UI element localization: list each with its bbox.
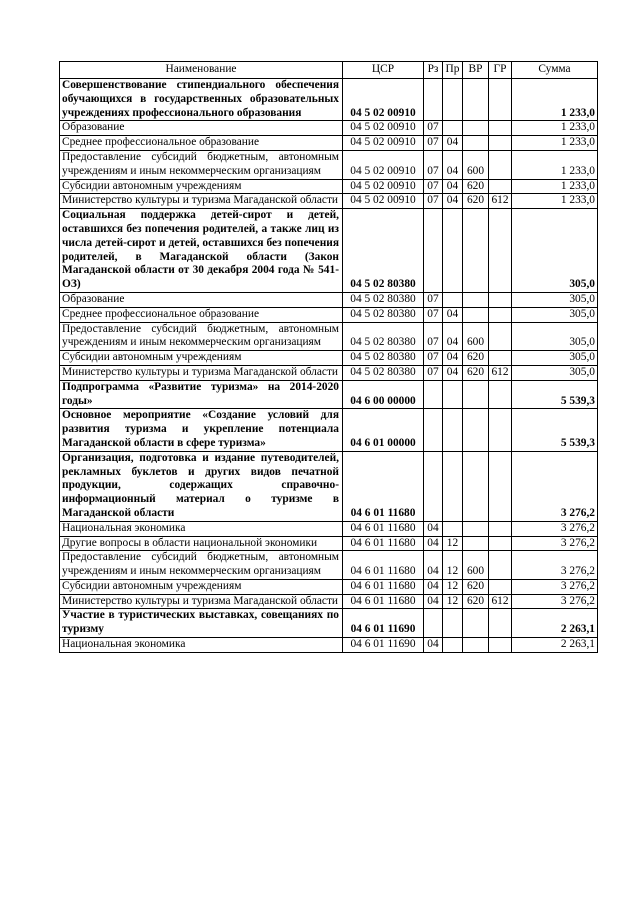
cell-pr: 04 <box>443 179 463 194</box>
cell-rz <box>424 409 443 451</box>
cell-pr <box>443 638 463 653</box>
cell-gr <box>489 551 512 580</box>
table-row <box>60 292 598 307</box>
cell-sum: 1 233,0 <box>512 121 598 136</box>
cell-gr <box>489 209 512 293</box>
header-name: Наименование <box>60 62 343 79</box>
cell-pr: 04 <box>443 136 463 151</box>
table-row <box>60 451 598 521</box>
cell-rz: 04 <box>424 521 443 536</box>
cell-sum: 3 276,2 <box>512 594 598 609</box>
cell-pr <box>443 209 463 293</box>
table-row <box>60 307 598 322</box>
cell-csr: 04 6 01 00000 <box>343 409 424 451</box>
cell-rz: 07 <box>424 307 443 322</box>
cell-name: Образование <box>60 292 343 307</box>
table-row <box>60 594 598 609</box>
cell-pr <box>443 79 463 121</box>
cell-name: Образование <box>60 121 343 136</box>
cell-csr: 04 5 02 00910 <box>343 79 424 121</box>
cell-rz: 04 <box>424 579 443 594</box>
cell-name: Подпрограмма «Развитие туризма» на 2014-2020 годы» <box>60 380 343 409</box>
cell-gr <box>489 521 512 536</box>
cell-csr: 04 6 01 11680 <box>343 551 424 580</box>
cell-rz: 04 <box>424 536 443 551</box>
table-row <box>60 150 598 179</box>
cell-sum: 2 263,1 <box>512 638 598 653</box>
table-row <box>60 551 598 580</box>
cell-vr: 620 <box>463 594 489 609</box>
cell-gr <box>489 351 512 366</box>
table-row <box>60 638 598 653</box>
header-gr: ГР <box>489 62 512 79</box>
cell-sum: 5 539,3 <box>512 380 598 409</box>
cell-rz: 07 <box>424 136 443 151</box>
cell-rz: 04 <box>424 551 443 580</box>
cell-pr: 04 <box>443 150 463 179</box>
cell-sum: 1 233,0 <box>512 150 598 179</box>
cell-sum: 5 539,3 <box>512 409 598 451</box>
cell-name: Министерство культуры и туризма Магаданской области <box>60 594 343 609</box>
table-row <box>60 521 598 536</box>
cell-gr: 612 <box>489 194 512 209</box>
header-csr: ЦСР <box>343 62 424 79</box>
cell-rz: 07 <box>424 179 443 194</box>
cell-gr <box>489 380 512 409</box>
cell-vr <box>463 380 489 409</box>
cell-gr <box>489 579 512 594</box>
table-row <box>60 209 598 293</box>
cell-gr <box>489 292 512 307</box>
cell-rz <box>424 380 443 409</box>
cell-vr <box>463 536 489 551</box>
cell-rz <box>424 451 443 521</box>
cell-vr: 600 <box>463 322 489 351</box>
cell-name: Основное мероприятие «Создание условий для развития туризма и укрепление потенциала Магаданской области в сфере туризма» <box>60 409 343 451</box>
cell-name: Национальная экономика <box>60 638 343 653</box>
cell-sum: 3 276,2 <box>512 536 598 551</box>
cell-pr: 12 <box>443 594 463 609</box>
cell-name: Социальная поддержка детей-сирот и детей, оставшихся без попечения родителей, а также лиц из числа детей-сирот и детей, оставшихся без попечения родителей, в Магаданской области (Закон Магаданской области от 30 декабря 2004 года № 541-ОЗ) <box>60 209 343 293</box>
cell-pr <box>443 609 463 638</box>
cell-csr: 04 6 01 11680 <box>343 594 424 609</box>
cell-vr <box>463 79 489 121</box>
cell-rz <box>424 609 443 638</box>
table-row <box>60 322 598 351</box>
cell-sum: 3 276,2 <box>512 521 598 536</box>
table-row <box>60 136 598 151</box>
table-row <box>60 409 598 451</box>
cell-sum: 1 233,0 <box>512 79 598 121</box>
cell-vr: 620 <box>463 351 489 366</box>
budget-table <box>59 61 598 653</box>
cell-rz: 07 <box>424 292 443 307</box>
table-header-row <box>60 62 598 79</box>
cell-vr: 600 <box>463 551 489 580</box>
cell-rz: 04 <box>424 638 443 653</box>
cell-vr <box>463 409 489 451</box>
cell-sum: 1 233,0 <box>512 136 598 151</box>
cell-name: Национальная экономика <box>60 521 343 536</box>
cell-pr <box>443 380 463 409</box>
cell-csr: 04 5 02 00910 <box>343 179 424 194</box>
cell-pr: 12 <box>443 536 463 551</box>
cell-gr <box>489 322 512 351</box>
cell-gr <box>489 536 512 551</box>
cell-name: Субсидии автономным учреждениям <box>60 351 343 366</box>
cell-csr: 04 6 01 11690 <box>343 638 424 653</box>
cell-vr <box>463 609 489 638</box>
cell-rz <box>424 209 443 293</box>
cell-gr <box>489 136 512 151</box>
cell-name: Организация, подготовка и издание путеводителей, рекламных буклетов и других видов печатной продукции, содержащих справочно-информационный материал о туризме в Магаданской области <box>60 451 343 521</box>
cell-sum: 305,0 <box>512 292 598 307</box>
cell-sum: 2 263,1 <box>512 609 598 638</box>
cell-gr: 612 <box>489 594 512 609</box>
cell-sum: 305,0 <box>512 351 598 366</box>
cell-pr: 04 <box>443 307 463 322</box>
table-row <box>60 351 598 366</box>
cell-name: Среднее профессиональное образование <box>60 307 343 322</box>
cell-pr <box>443 409 463 451</box>
cell-pr <box>443 451 463 521</box>
table-row <box>60 579 598 594</box>
cell-sum: 1 233,0 <box>512 179 598 194</box>
cell-vr: 620 <box>463 579 489 594</box>
cell-name: Субсидии автономным учреждениям <box>60 579 343 594</box>
cell-pr: 12 <box>443 579 463 594</box>
cell-name: Среднее профессиональное образование <box>60 136 343 151</box>
cell-csr: 04 5 02 80380 <box>343 292 424 307</box>
cell-name: Другие вопросы в области национальной экономики <box>60 536 343 551</box>
cell-gr <box>489 609 512 638</box>
cell-rz: 07 <box>424 322 443 351</box>
table-row <box>60 79 598 121</box>
cell-csr: 04 6 01 11690 <box>343 609 424 638</box>
cell-pr <box>443 521 463 536</box>
cell-csr: 04 6 01 11680 <box>343 521 424 536</box>
cell-rz: 07 <box>424 351 443 366</box>
cell-name: Участие в туристических выставках, совещаниях по туризму <box>60 609 343 638</box>
cell-vr <box>463 136 489 151</box>
table-row <box>60 380 598 409</box>
cell-sum: 305,0 <box>512 209 598 293</box>
cell-pr: 04 <box>443 194 463 209</box>
cell-csr: 04 5 02 80380 <box>343 209 424 293</box>
header-vr: ВР <box>463 62 489 79</box>
cell-pr: 12 <box>443 551 463 580</box>
table-row <box>60 194 598 209</box>
cell-rz <box>424 79 443 121</box>
cell-vr: 600 <box>463 150 489 179</box>
header-rz: Рз <box>424 62 443 79</box>
cell-name: Совершенствование стипендиального обеспечения обучающихся в государственных образовательных учреждениях профессионального образования <box>60 79 343 121</box>
cell-csr: 04 5 02 00910 <box>343 121 424 136</box>
cell-csr: 04 6 01 11680 <box>343 536 424 551</box>
cell-sum: 305,0 <box>512 322 598 351</box>
cell-vr <box>463 521 489 536</box>
cell-sum: 305,0 <box>512 307 598 322</box>
cell-gr <box>489 451 512 521</box>
table-row <box>60 536 598 551</box>
cell-vr <box>463 292 489 307</box>
cell-csr: 04 6 01 11680 <box>343 579 424 594</box>
cell-sum: 3 276,2 <box>512 551 598 580</box>
cell-gr <box>489 638 512 653</box>
table-row <box>60 365 598 380</box>
cell-rz: 07 <box>424 150 443 179</box>
cell-rz: 07 <box>424 365 443 380</box>
cell-sum: 305,0 <box>512 365 598 380</box>
cell-sum: 3 276,2 <box>512 451 598 521</box>
table-row <box>60 609 598 638</box>
table-row <box>60 179 598 194</box>
cell-csr: 04 5 02 80380 <box>343 307 424 322</box>
cell-csr: 04 6 00 00000 <box>343 380 424 409</box>
cell-name: Предоставление субсидий бюджетным, автономным учреждениям и иным некоммерческим организациям <box>60 551 343 580</box>
cell-vr: 620 <box>463 179 489 194</box>
cell-gr <box>489 79 512 121</box>
cell-name: Министерство культуры и туризма Магаданской области <box>60 365 343 380</box>
cell-name: Министерство культуры и туризма Магаданской области <box>60 194 343 209</box>
cell-pr: 04 <box>443 322 463 351</box>
cell-gr <box>489 409 512 451</box>
cell-rz: 07 <box>424 194 443 209</box>
cell-pr: 04 <box>443 365 463 380</box>
cell-vr <box>463 209 489 293</box>
cell-csr: 04 5 02 00910 <box>343 194 424 209</box>
cell-gr <box>489 150 512 179</box>
cell-pr <box>443 292 463 307</box>
cell-gr: 612 <box>489 365 512 380</box>
cell-csr: 04 5 02 80380 <box>343 322 424 351</box>
cell-sum: 1 233,0 <box>512 194 598 209</box>
cell-name: Субсидии автономным учреждениям <box>60 179 343 194</box>
header-sum: Сумма <box>512 62 598 79</box>
cell-vr: 620 <box>463 365 489 380</box>
cell-sum: 3 276,2 <box>512 579 598 594</box>
cell-name: Предоставление субсидий бюджетным, автономным учреждениям и иным некоммерческим организациям <box>60 150 343 179</box>
cell-name: Предоставление субсидий бюджетным, автономным учреждениям и иным некоммерческим организациям <box>60 322 343 351</box>
table-body <box>60 79 598 653</box>
cell-csr: 04 5 02 80380 <box>343 351 424 366</box>
cell-gr <box>489 179 512 194</box>
cell-csr: 04 5 02 00910 <box>343 150 424 179</box>
cell-csr: 04 5 02 00910 <box>343 136 424 151</box>
cell-rz: 07 <box>424 121 443 136</box>
cell-vr <box>463 638 489 653</box>
cell-gr <box>489 307 512 322</box>
header-pr: Пр <box>443 62 463 79</box>
cell-gr <box>489 121 512 136</box>
cell-vr <box>463 451 489 521</box>
cell-pr: 04 <box>443 351 463 366</box>
table-row <box>60 121 598 136</box>
cell-vr <box>463 307 489 322</box>
cell-vr <box>463 121 489 136</box>
cell-vr: 620 <box>463 194 489 209</box>
cell-rz: 04 <box>424 594 443 609</box>
cell-pr <box>443 121 463 136</box>
cell-csr: 04 5 02 80380 <box>343 365 424 380</box>
cell-csr: 04 6 01 11680 <box>343 451 424 521</box>
